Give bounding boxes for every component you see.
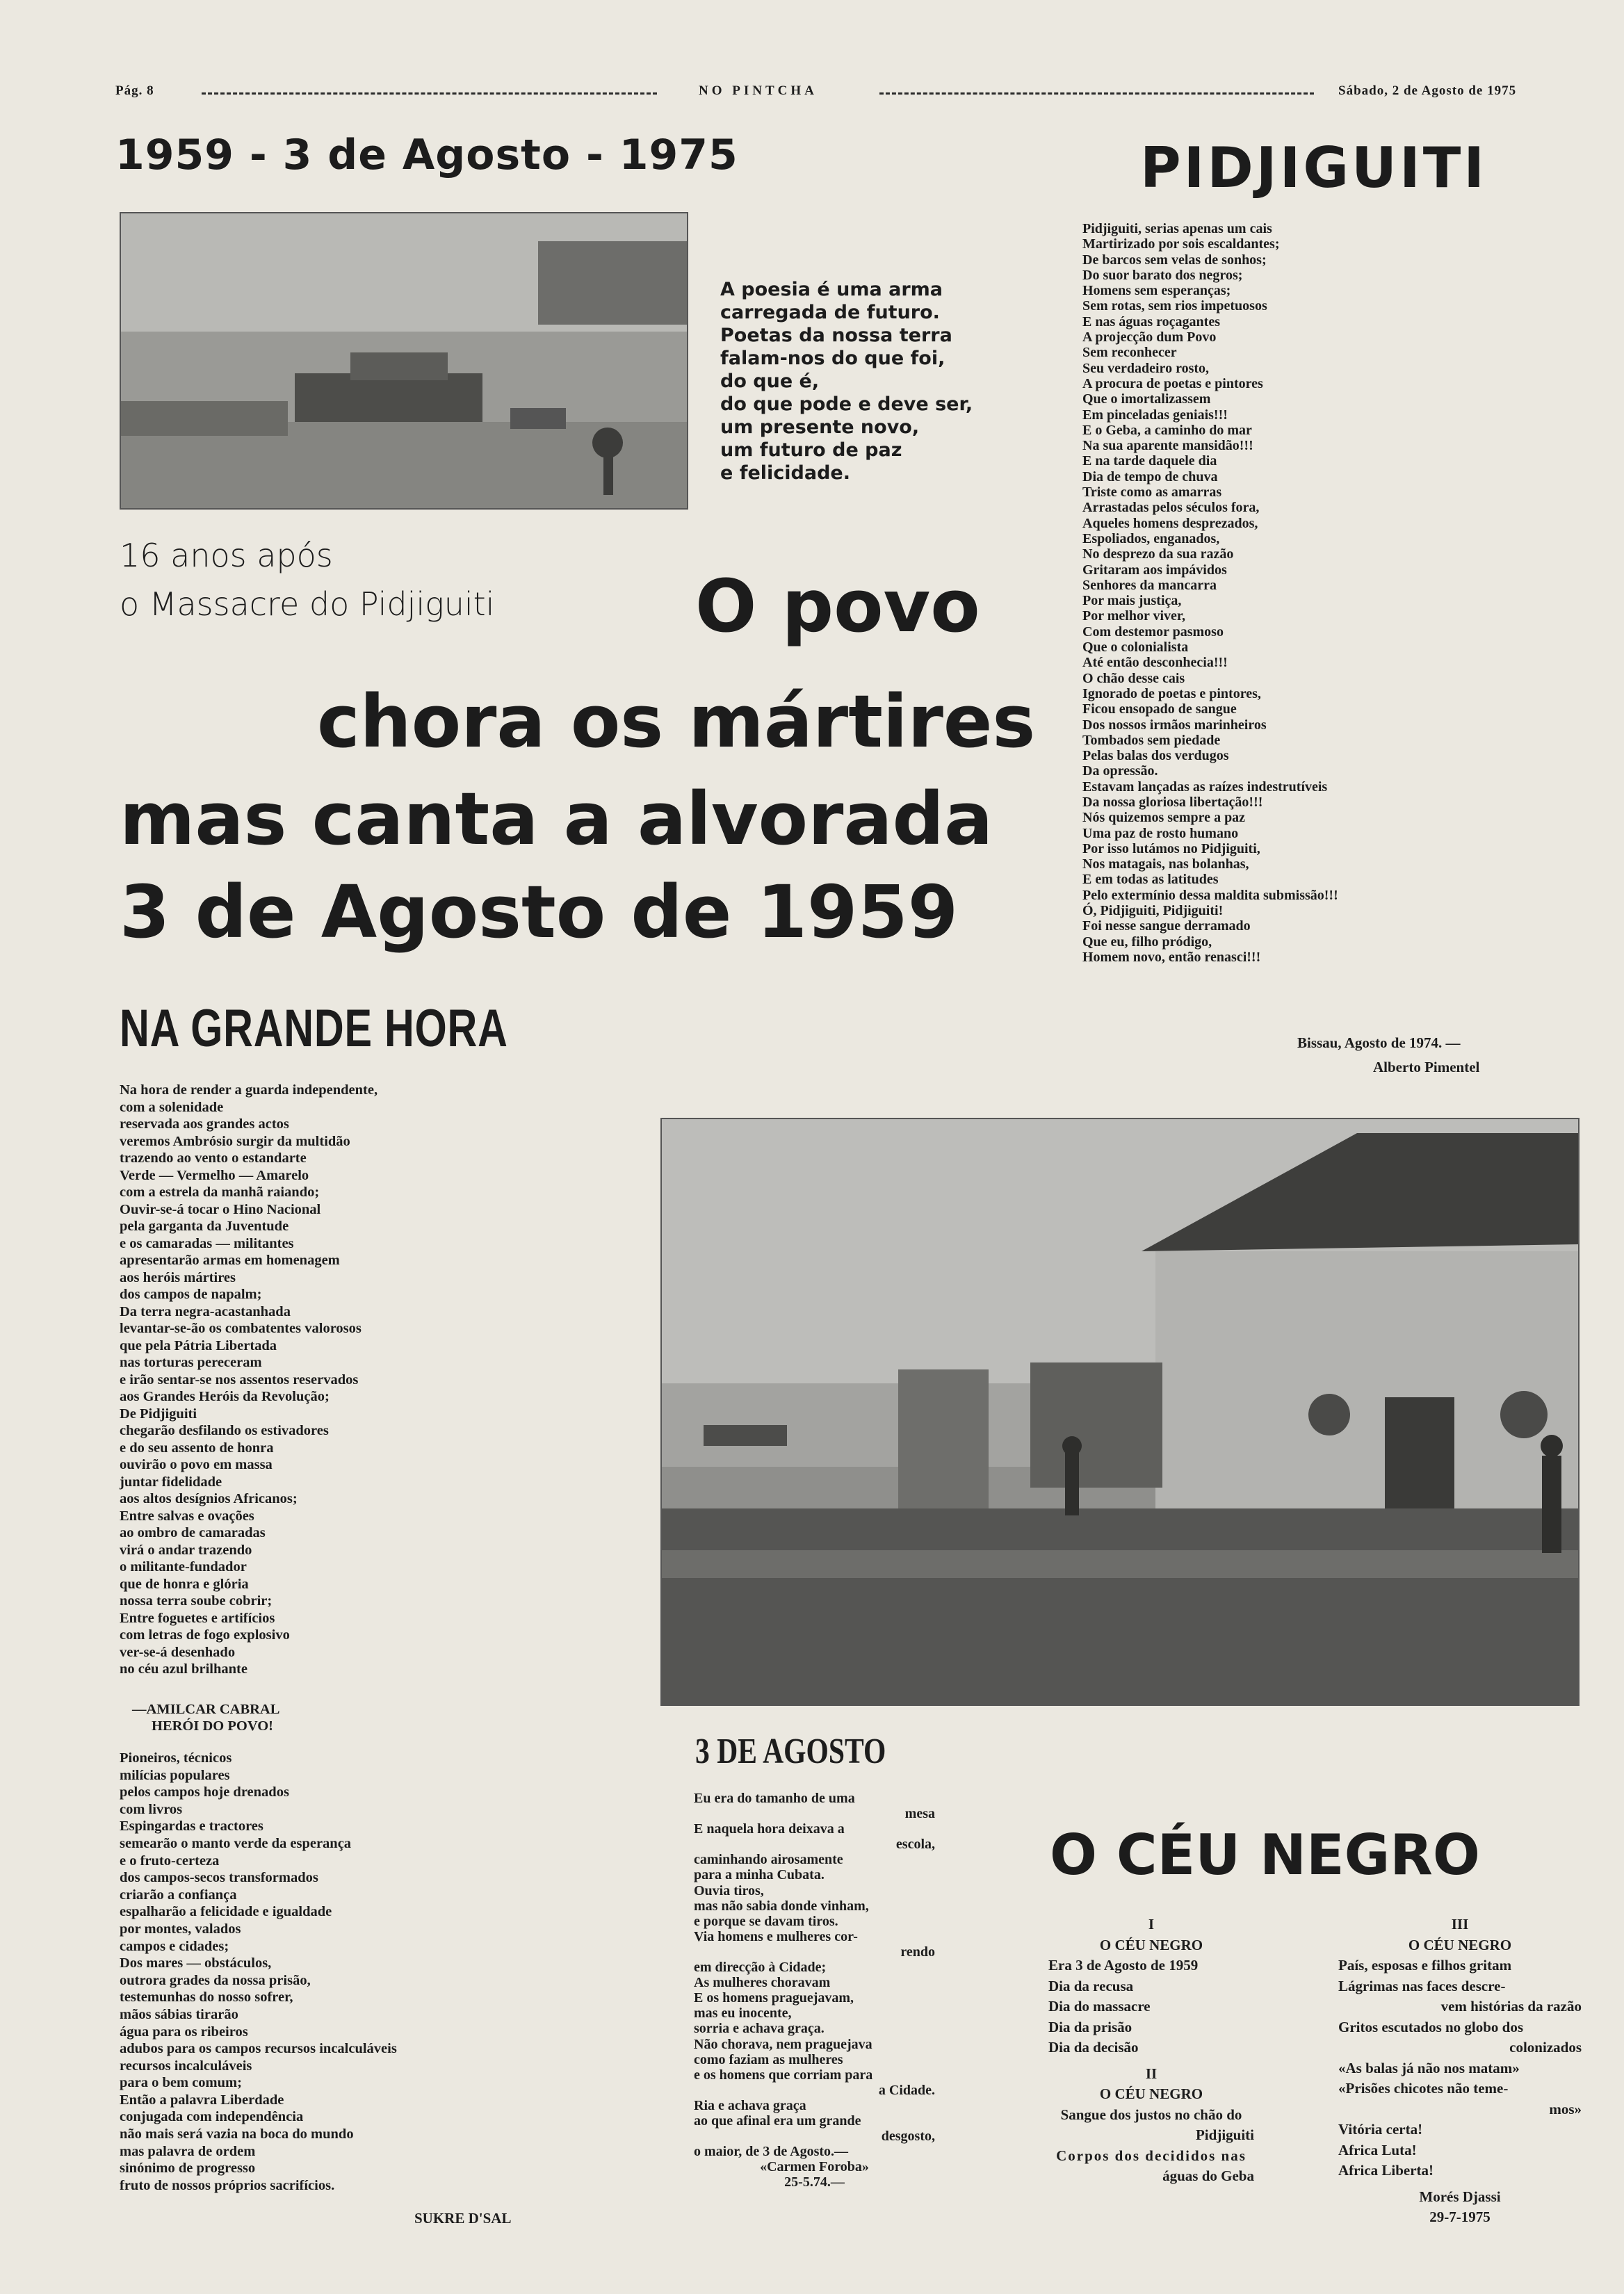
poem-line: com a solenidade [120,1099,224,1115]
poem-line: no céu azul brilhante [120,1661,247,1677]
poem-line: Na sua aparente mansidão!!! [1082,438,1253,454]
poem-line: Nós quizemos sempre a paz [1082,810,1246,826]
poem-line: pela garganta da Juventude [120,1219,289,1234]
poem-line: Senhores da mancarra [1082,577,1217,593]
poem-line: que pela Pátria Libertada [120,1337,277,1353]
section-heading: O CÉU NEGRO [1099,1936,1203,1953]
tres-agosto-author: «Carmen Foroba» [760,2159,869,2175]
poem-line: para a minha Cubata. [694,1867,825,1883]
issue-date: Sábado, 2 de Agosto de 1975 [1338,83,1517,98]
ceu-negro-col1 [1048,1914,1254,2187]
poem-line: recursos incalculáveis [120,2058,252,2074]
poem-line: vem histórias da razão [1440,1998,1582,2015]
poem-line: aos altos desígnios Africanos; [120,1491,298,1506]
poem-line: Africa Liberta! [1338,2162,1434,2179]
poem-line: Entre salvas e ovações [120,1508,254,1524]
header-rule-right [879,92,1314,95]
poem-line: «Prisões chicotes não teme- [1338,2080,1509,2097]
poem-line: Ó, Pidjiguiti, Pidjiguiti! [1082,903,1224,919]
poem-line: Pioneiros, técnicos [120,1750,232,1766]
poem-line: Ouvir-se-á tocar o Hino Nacional [120,1201,321,1217]
poem-line: Eu era do tamanho de uma [694,1791,855,1806]
poetry-quote [720,278,973,485]
pidjiguiti-title: PIDJIGUITI [1140,136,1488,200]
grande-hora-poem [120,1082,377,1678]
poem-line: campos e cidades; [120,1938,229,1954]
poem-line: nossa terra soube cobrir; [120,1593,273,1609]
poem-line: reservada aos grandes actos [120,1116,289,1132]
poem-line: Era 3 de Agosto de 1959 [1048,1957,1199,1974]
poem-line: «As balas já não nos matam» [1338,2059,1520,2076]
poem-line: com letras de fogo explosivo [120,1627,290,1643]
poem-line: Nos matagais, nas bolanhas, [1082,856,1249,872]
poem-line: rendo [900,1944,935,1960]
poem-line: País, esposas e filhos gritam [1338,1957,1512,1974]
cabral-attribution [132,1701,279,1734]
poem-line: e porque se davam tiros. [694,1913,838,1929]
poem-line: E o Geba, a caminho do mar [1082,422,1252,438]
poem-line: sorria e achava graça. [694,2021,825,2037]
poem-line: mas palavra de ordem [120,2143,256,2159]
poem-line: e do seu assento de honra [120,1440,274,1456]
poem-line: mesa [904,1806,935,1822]
poem-line: conjugada com independência [120,2109,304,2125]
poem-line: a Cidade. [878,2082,935,2098]
poem-line: Uma paz de rosto humano [1082,825,1239,841]
poem-line: Martirizado por sois escaldantes; [1082,236,1280,252]
poem-line: colonizados [1509,2039,1582,2056]
tres-agosto-poem [694,1791,935,2190]
poem-line: trazendo ao vento o estandarte [120,1150,307,1166]
poem-line: milícias populares [120,1767,230,1783]
poem-line: Homens sem esperanças; [1082,283,1231,299]
newspaper-name: NO PINTCHA [699,83,818,98]
poem-line: Via homens e mulheres cor- [694,1928,858,1944]
poem-line: Com destemor pasmoso [1082,624,1224,640]
poem-line: Dia de tempo de chuva [1082,469,1218,485]
quote-line: do que é, [720,371,820,392]
ceu-negro-title: O CÉU NEGRO [1050,1823,1480,1887]
poem-line: Que o colonialista [1082,640,1189,656]
poem-line: Por mais justiça, [1082,593,1182,609]
poem-line: Aqueles homens desprezados, [1082,515,1258,531]
pidjiguiti-poem [1082,221,1338,965]
poem-line: outrora grades da nossa prisão, [120,1972,311,1988]
section-numeral: II [1145,2065,1158,2082]
poem-line: Seu verdadeiro rosto, [1082,360,1210,376]
poem-line: Arrastadas pelos séculos fora, [1082,500,1260,516]
poem-line: desgosto, [881,2129,935,2145]
poem-line: Corpos dos decididos nas [1056,2147,1247,2164]
poem-line: virá o andar trazendo [120,1542,252,1558]
poem-line: mos» [1549,2100,1582,2117]
poem-line: Africa Luta! [1338,2141,1417,2158]
poem-line: Da opressão. [1082,763,1158,779]
poem-line: e irão sentar-se nos assentos reservados [120,1372,359,1388]
ceu-negro-date: 29-7-1975 [1429,2208,1491,2225]
harbor-photo [120,212,688,510]
section-numeral: III [1451,1916,1469,1933]
poem-line: Ria e achava graça [694,2097,806,2113]
poem-line: Dia da decisão [1048,2039,1139,2056]
poem-line: fruto de nossos próprios sacrifícios. [120,2177,335,2193]
grande-hora-title: NA GRANDE HORA [120,999,508,1058]
flood-photo [660,1118,1580,1706]
quote-line: carregada de futuro. [720,302,940,323]
poem-line: Até então desconhecia!!! [1082,655,1228,671]
pidjiguiti-place-date: Bissau, Agosto de 1974. — [1297,1034,1461,1051]
poem-line: Sem reconhecer [1082,345,1177,361]
poem-line: adubos para os campos recursos incalculáveis [120,2041,397,2057]
quote-line: falam-nos do que foi, [720,348,945,369]
poem-line: A procura de poetas e pintores [1082,375,1263,391]
poem-line: Da terra negra-acastanhada [120,1303,291,1319]
poem-line: O chão desse cais [1082,670,1185,686]
section-heading: O CÉU NEGRO [1408,1936,1512,1953]
poem-line: Por isso lutámos no Pidjiguiti, [1082,840,1260,856]
poem-line: dos campos de napalm; [120,1287,262,1302]
poem-line: E naquela hora deixava a [694,1821,845,1837]
poem-line: e os homens que corriam para [694,2067,873,2083]
poem-line: mãos sábias tirarão [120,2006,238,2022]
poem-line: mas eu inocente, [694,2006,792,2022]
subtitle-line: o Massacre do Pidjiguiti [120,585,495,623]
poem-line: o militante-fundador [120,1559,247,1575]
poem-line: Espoliados, enganados, [1082,530,1220,546]
poem-line: pelos campos hoje drenados [120,1784,289,1800]
poem-line: Dia da recusa [1048,1977,1134,1994]
poem-line: Homem novo, então renasci!!! [1082,949,1261,965]
poem-line: De Pidjiguiti [120,1406,197,1422]
page-number: Pág. 8 [115,83,154,98]
poem-line: Pidjiguiti, serias apenas um cais [1082,221,1272,236]
quote-line: A poesia é uma arma [720,279,943,300]
quote-line: e felicidade. [720,462,850,484]
poem-line: ao ombro de camaradas [120,1525,266,1540]
poem-line: Estavam lançadas as raízes indestrutíveis [1082,779,1328,795]
poem-line: caminhando airosamente [694,1852,843,1868]
section-heading: O CÉU NEGRO [1099,2085,1203,2102]
poem-line: por montes, valados [120,1921,241,1937]
poem-line: Pidjiguiti [1195,2126,1254,2143]
poem-line: Pelas balas dos verdugos [1082,748,1229,764]
poem-line: E nas águas roçagantes [1082,314,1220,330]
subtitle-line: 16 anos após [120,537,333,574]
poem-line: Sem rotas, sem rios impetuosos [1082,298,1267,314]
quote-line: Poetas da nossa terra [720,325,952,346]
poem-line: Foi nesse sangue derramado [1082,918,1251,934]
poem-line: chegarão desfilando os estivadores [120,1423,329,1438]
poem-line: Gritaram aos impávidos [1082,562,1227,578]
poem-line: Dia da prisão [1048,2018,1132,2035]
poem-line: Lágrimas nas faces descre- [1338,1977,1506,1994]
poem-line: escola, [895,1837,935,1853]
poem-line: A projecção dum Povo [1082,330,1217,345]
poem-line: Que o imortalizassem [1082,391,1211,407]
poem-line: com livros [120,1801,183,1817]
headline-line-4: 3 de Agosto de 1959 [120,870,959,954]
poem-line: semearão o manto verde da esperança [120,1835,352,1851]
poem-line: Espingardas e tractores [120,1819,263,1835]
poem-line: Entre foguetes e artifícios [120,1610,275,1626]
poem-line: No desprezo da sua razão [1082,546,1234,562]
poem-line: para o bem comum; [120,2075,242,2091]
poem-line: Ficou ensopado de sangue [1082,701,1237,717]
poem-line: e o fruto-certeza [120,1853,220,1869]
anniversary-dates: 1959 - 3 de Agosto - 1975 [115,131,738,179]
poem-line: apresentarão armas em homenagem [120,1253,340,1268]
poem-line: E em todas as latitudes [1082,872,1219,888]
poem-line: água para os ribeiros [120,2024,248,2040]
poem-line: nas torturas pereceram [120,1355,262,1370]
poem-line: criarão a confiança [120,1887,237,1903]
poem-line: Da nossa gloriosa libertação!!! [1082,794,1263,810]
poem-line: As mulheres choravam [694,1975,831,1991]
poem-line: Vitória certa! [1338,2121,1423,2138]
poem-line: Sangue dos justos no chão do [1060,2106,1242,2123]
subtitle [120,531,494,628]
poem-line: Na hora de render a guarda independente, [120,1082,378,1098]
quote-line: do que pode e deve ser, [720,393,973,415]
poem-line: De barcos sem velas de sonhos; [1082,252,1267,268]
poem-line: o maior, de 3 de Agosto.— [694,2144,849,2160]
poem-line: Tombados sem piedade [1082,732,1221,748]
poem-line: dos campos-secos transformados [120,1870,318,1886]
poem-line: Ignorado de poetas e pintores, [1082,685,1261,701]
poem-line: Ouvia tiros, [694,1882,764,1898]
headline-line-3: mas canta a alvorada [120,776,993,861]
poem-line: Pelo extermínio dessa maldita submissão!!! [1082,887,1338,903]
headline-line-1: O povo [695,564,980,649]
tres-agosto-date: 25-5.74.— [784,2174,845,2190]
section-numeral: I [1148,1916,1155,1933]
poem-line: Que eu, filho pródigo, [1082,934,1212,950]
poem-line: Dos nossos irmãos marinheiros [1082,717,1267,733]
poem-line: Então a palavra Liberdade [120,2092,284,2108]
poem-line: ao que afinal era um grande [694,2113,861,2129]
poem-line: ouvirão o povo em massa [120,1457,273,1472]
poem-line: juntar fidelidade [120,1474,222,1490]
header-rule-left [202,92,657,95]
poem-line: Dos mares — obstáculos, [120,1955,272,1971]
poem-line: como faziam as mulheres [694,2051,843,2067]
poem-line: E na tarde daquele dia [1082,453,1217,469]
poem-line: levantar-se-ão os combatentes valorosos [120,1321,362,1336]
pidjiguiti-author: Alberto Pimentel [1373,1059,1480,1075]
poem-line: sinónimo de progresso [120,2161,256,2177]
poem-line: Não chorava, nem praguejava [694,2036,872,2052]
poem-line: Triste como as amarras [1082,485,1222,501]
poem-line: ver-se-á desenhado [120,1644,236,1660]
headline-line-2: chora os mártires [317,679,1036,764]
poem-line: Gritos escutados no globo dos [1338,2018,1524,2035]
attribution-line: HERÓI DO POVO! [152,1718,273,1734]
grande-hora-poem-part2 [120,1750,397,2194]
poem-line: Por melhor viver, [1082,608,1185,624]
poem-line: em direcção à Cidade; [694,1960,827,1976]
poem-line: veremos Ambrósio surgir da multidão [120,1133,350,1149]
poem-line: que de honra e glória [120,1576,249,1592]
ceu-negro-author: Morés Djassi [1419,2188,1501,2205]
tres-agosto-title: 3 DE AGOSTO [695,1732,886,1771]
poem-line: com a estrela da manhã raiando; [120,1185,320,1200]
attribution-line: —AMILCAR CABRAL [132,1702,280,1717]
poem-line: espalharão a felicidade e igualdade [120,1904,332,1920]
quote-line: um futuro de paz [720,439,902,461]
poem-line: Dia do massacre [1048,1998,1151,2015]
poem-line: aos heróis mártires [120,1269,236,1285]
poem-line: mas não sabia donde vinham, [694,1898,869,1914]
poem-line: aos Grandes Heróis da Revolução; [120,1389,330,1404]
poem-line: águas do Geba [1162,2167,1254,2184]
ceu-negro-col2 [1338,1914,1582,2228]
poem-line: Verde — Vermelho — Amarelo [120,1167,309,1183]
grande-hora-signature: SUKRE D'SAL [414,2210,512,2227]
poem-line: Em pinceladas geniais!!! [1082,407,1228,423]
poem-line: E os homens praguejavam, [694,1990,854,2006]
poem-line: testemunhas do nosso sofrer, [120,1990,293,2006]
poem-line: e os camaradas — militantes [120,1235,294,1251]
poem-line: Do suor barato dos negros; [1082,267,1243,283]
quote-line: um presente novo, [720,416,920,438]
poem-line: não mais será vazia na boca do mundo [120,2126,354,2142]
